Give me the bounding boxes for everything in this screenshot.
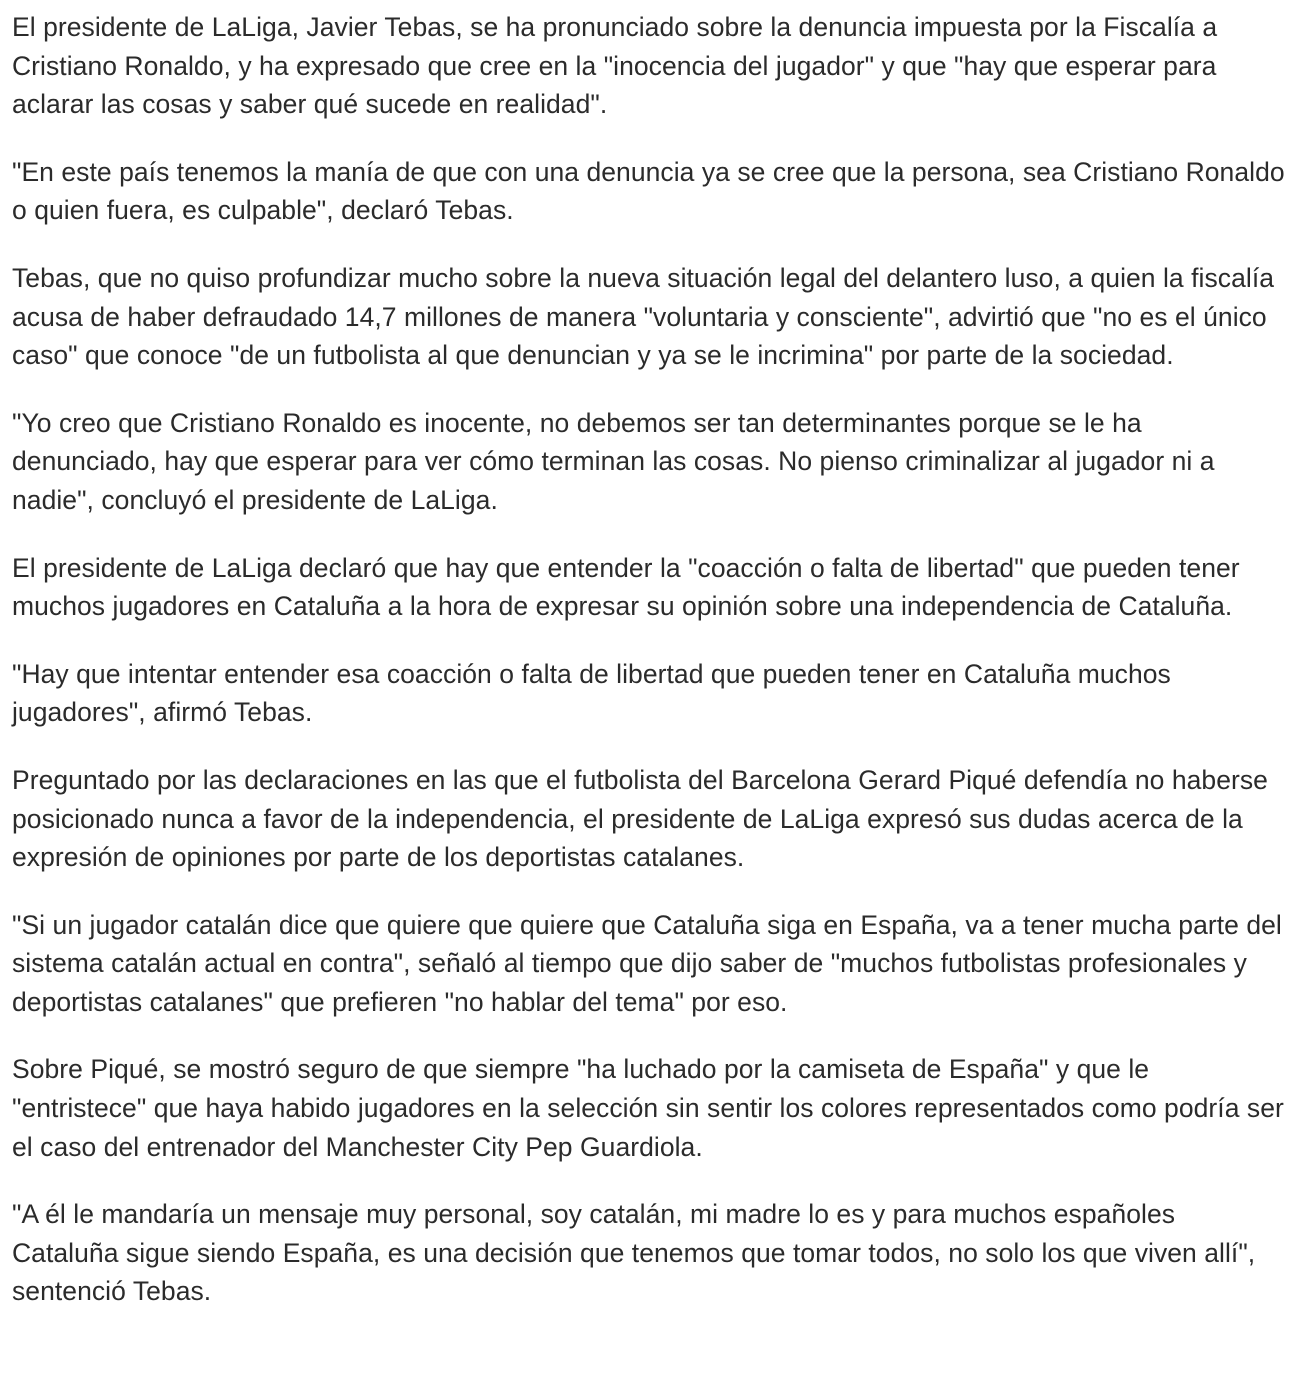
paragraph-8: "Si un jugador catalán dice que quiere que quiere que Cataluña siga en España, va a tener mucha parte del sistema catalán actual en contra", señaló al tiempo que dijo saber de "muchos futbolistas profesionales y deportistas catalanes" que prefieren "no hablar del tema" por eso. [12, 909, 1282, 1017]
paragraph-3: Tebas, que no quiso profundizar mucho sobre la nueva situación legal del delantero luso, a quien la fiscalía acusa de haber defraudado 14,7 millones de manera "voluntaria y consciente", advirtió que "no es el único caso" que conoce "de un futbolista al que denuncian y ya se le incrimina" por parte de la sociedad. [12, 262, 1275, 371]
paragraph-1: El presidente de LaLiga, Javier Tebas, se ha pronunciado sobre la denuncia impuesta por la Fiscalía a Cristiano Ronaldo, y ha expresado que cree en la "inocencia del jugador" y que "hay que esperar para aclarar las cosas y saber qué sucede en realidad". [12, 12, 1218, 120]
paragraph-9: Sobre Piqué, se mostró seguro de que siempre "ha luchado por la camiseta de España" y que le "entristece" que haya habido jugadores en la selección sin sentir los colores representados como podría ser el caso del entrenador del Manchester City Pep Guardiola. [12, 1054, 1284, 1162]
paragraph-5: El presidente de LaLiga declaró que hay que entender la "coacción o falta de libertad" que pueden tener muchos jugadores en Cataluña a la hora de expresar su opinión sobre una independencia de Cataluña. [12, 552, 1240, 622]
paragraph-6: "Hay que intentar entender esa coacción o falta de libertad que pueden tener en Cataluña muchos jugadores", afirmó Tebas. [12, 658, 1171, 728]
paragraph-7: Preguntado por las declaraciones en las que el futbolista del Barcelona Gerard Piqué defendía no haberse posicionado nunca a favor de la independencia, el presidente de LaLiga expresó sus dudas acerca de la expresión de opiniones por parte de los deportistas catalanes. [12, 764, 1268, 873]
paragraph-2: "En este país tenemos la manía de que con una denuncia ya se cree que la persona, sea Cristiano Ronaldo o quien fuera, es culpable", declaró Tebas. [12, 156, 1285, 226]
paragraph-10: "A él le mandaría un mensaje muy personal, soy catalán, mi madre lo es y para muchos españoles Cataluña sigue siendo España, es una decisión que tenemos que tomar todos, no solo los que viven allí", sentenció Tebas. [12, 1199, 1256, 1307]
paragraph-4: "Yo creo que Cristiano Ronaldo es inocente, no debemos ser tan determinantes porque se le ha denunciado, hay que esperar para ver cómo terminan las cosas. No pienso criminalizar al jugador ni a nadie", concluyó el presidente de LaLiga. [12, 407, 1215, 515]
